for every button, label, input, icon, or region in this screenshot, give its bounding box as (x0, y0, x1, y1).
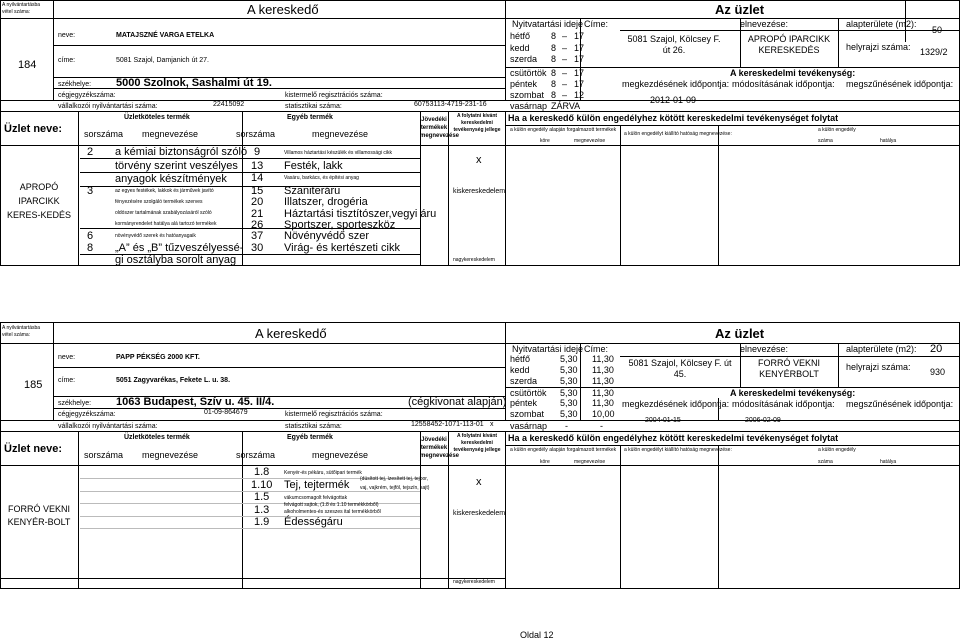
reg-number: 185 (24, 379, 43, 391)
hours-row: szombat (510, 90, 545, 100)
area-label: alapterülete (m2): (846, 19, 917, 29)
shop-name-label: Üzlet neve: (4, 443, 63, 455)
reg-number-label: A nyilvántartásba vétel száma: (2, 325, 41, 338)
list-item: 1.3 (254, 504, 270, 516)
retail-products-header: Üzletköteles termék (124, 434, 190, 441)
start-date: 2012-01-09 (650, 95, 697, 105)
activity-label: A kereskedelmi tevékenység: (730, 68, 856, 78)
stat-no: 60753113-4719-231-16 (414, 101, 487, 108)
activity-retail: kiskereskedelem (453, 188, 506, 195)
licensed-activity-header: Ha a kereskedő külön engedélyhez kötött kereskedelmi tevékenységet folytat (508, 433, 839, 443)
list-item: 1.10 (251, 479, 273, 491)
list-item: 2 (87, 146, 94, 158)
small-trader-label: kistermelő regisztrációs száma: (285, 411, 383, 418)
sole-trader-label: vállalkozói nyilvántartási száma: (58, 103, 158, 110)
list-item: 21 (251, 208, 264, 220)
area-value: 20 (930, 343, 943, 355)
shop-name-label: elnevezése: (740, 19, 789, 29)
shop-header: Az üzlet (715, 2, 765, 17)
hours-row: vasárnap (510, 421, 548, 431)
activity-wholesale: nagykereskedelem (453, 257, 495, 263)
hours-row: hétfő (510, 354, 531, 364)
page-number: Oldal 12 (520, 630, 554, 640)
list-item: Sportszer, sporteszköz (284, 219, 396, 231)
list-item: 6 (87, 230, 94, 242)
hours-row: csütörtök (510, 388, 547, 398)
list-item: vaj, vajkrém, tejföl, tejszín, sajt) (360, 485, 430, 491)
list-item: törvény szerint veszélyes (115, 160, 238, 172)
list-item: 30 (251, 242, 264, 254)
activity-type-header: A folytatni kívánt kereskedelmi tevékenység jellege (453, 113, 501, 133)
list-item: anyagok készítmények (115, 173, 227, 185)
start-date-label: megkezdésének időpontja: (622, 79, 730, 89)
shop-address-label: Címe: (584, 344, 609, 354)
list-item: Kenyér-és pékáru, sütőipari termék (284, 470, 362, 476)
list-item: 1.9 (254, 516, 270, 528)
end-date-label: megszűnésének időpontja: (846, 79, 954, 89)
list-item: 20 (251, 196, 264, 208)
trader-address: 5081 Szajol, Damjanich út 27. (116, 57, 209, 64)
list-item: 9 (254, 146, 261, 158)
activity-label: A kereskedelmi tevékenység: (730, 388, 856, 398)
licensed-activity-header: Ha a kereskedő külön engedélyhez kötött kereskedelmi tevékenységet folytat (508, 113, 839, 123)
list-item: 1.5 (254, 491, 270, 503)
list-item: Szaniteráru (284, 185, 341, 197)
list-item: 26 (251, 219, 264, 231)
seat: 1063 Budapest, Szív u. 45. II/4. (116, 396, 275, 408)
company-reg-no: 01-09-864679 (204, 409, 248, 416)
hours-row: csütörtök (510, 68, 547, 78)
plot-value: 1329/2 (920, 47, 948, 57)
list-item: 8 (87, 242, 94, 254)
other-products-header: Egyéb termék (287, 114, 333, 121)
start-date-label: megkezdésének időpontja: (622, 399, 730, 409)
modify-date-label: módosításának időpontja: (732, 399, 835, 409)
list-item: 1.8 (254, 466, 270, 478)
list-item: felvágott sajtok, (1.8 és 1.10 termékkörből) (284, 502, 379, 508)
hours-row: kedd (510, 43, 530, 53)
trader-header: A kereskedő (247, 2, 319, 17)
list-item: „A” és „B” tűzveszélyessé- (115, 242, 244, 254)
shop-name-label: Üzlet neve: (4, 123, 63, 135)
area-label: alapterülete (m2): (846, 344, 917, 354)
list-item: Édességáru (284, 516, 343, 528)
hours-row: hétfő (510, 31, 531, 41)
shop-header: Az üzlet (715, 326, 765, 341)
list-item: 14 (251, 172, 264, 184)
trader-name-label: neve: (58, 32, 76, 39)
activity-wholesale: nagykereskedelem (453, 579, 495, 585)
excise-mark: x (476, 476, 482, 488)
list-item: Háztartási tisztítószer,vegyi áru (284, 208, 437, 220)
hours-row: szombat (510, 409, 545, 419)
list-item: Virág- és kertészeti cikk (284, 242, 400, 254)
shop-name: FORRÓ VEKNI KENYÉR-BOLT (7, 504, 71, 527)
stat-no: 12558452-1071-113-01 (411, 421, 484, 428)
trader-address-label: címe: (58, 57, 76, 64)
reg-number: 184 (18, 59, 37, 71)
excise-header: Jövedéki termékek megnevezése (420, 437, 460, 459)
retail-products-header: Üzletköteles termék (124, 114, 190, 121)
list-item: 15 (251, 185, 264, 197)
shop-name: APROPÓ IPARCIKK KERES-KEDÉS (6, 182, 72, 220)
hours-row: szerda (510, 376, 538, 386)
shop-address-label: Címe: (584, 19, 609, 29)
list-item: Festék, lakk (284, 160, 343, 172)
company-reg-label: cégjegyzékszáma: (58, 92, 116, 99)
list-item: Növényvédő szer (284, 230, 369, 242)
list-item: Vasáru, barkács, és építési anyag (284, 175, 359, 181)
hours-row: szerda (510, 54, 538, 64)
plot-value: 930 (930, 367, 946, 377)
trader-header: A kereskedő (255, 326, 327, 341)
opening-hours-label: Nyitvatartási ideje (512, 19, 584, 29)
excise-header: Jövedéki termékek megnevezése (420, 117, 460, 139)
plot-label: helyrajzi száma: (846, 42, 911, 52)
hours-row: péntek (510, 79, 538, 89)
reg-number-label: A nyilvántartásba vétel száma: (2, 2, 41, 15)
trader-name: MATAJSZNÉ VARGA ETELKA (116, 32, 215, 39)
sole-trader-label: vállalkozói nyilvántartási száma: (58, 423, 158, 430)
excise-mark: x (476, 154, 482, 166)
list-item: fényezésére szolgáló termékek szerves (115, 199, 203, 205)
shop-title: APROPÓ IPARCIKK KERESKEDÉS (747, 34, 831, 55)
other-products-header: Egyéb termék (287, 434, 333, 441)
list-item: Villamos háztartási készülék és villamossági cikk (284, 150, 393, 156)
hours-row: vasárnap (510, 101, 548, 111)
shop-name-label: elnevezése: (740, 344, 789, 354)
list-item: 37 (251, 230, 264, 242)
sole-trader-no: 22415092 (213, 101, 245, 108)
plot-label: helyrajzi száma: (846, 362, 911, 372)
list-item: Tej, tejtermék (284, 479, 350, 491)
small-trader-label: kistermelő regisztrációs száma: (285, 92, 383, 99)
seat-label: székhelye: (58, 81, 92, 88)
list-item: a kémiai biztonságról szóló (115, 146, 248, 158)
list-item: 13 (251, 160, 264, 172)
activity-retail: kiskereskedelem (453, 510, 506, 517)
hours-row: kedd (510, 365, 530, 375)
list-item: gi osztályba sorolt anyag (115, 254, 237, 266)
area-value: 50 (932, 25, 943, 35)
start-date: 2004-01-15 (645, 417, 681, 424)
company-reg-label: cégjegyzékszáma: (58, 411, 116, 418)
modify-date: 2006-02-09 (745, 417, 781, 424)
modify-date-label: módosításának időpontja: (732, 79, 835, 89)
list-item: oldószer tartalmának szabályozásáról szóló (115, 210, 212, 216)
trader-name: PAPP PÉKSÉG 2000 KFT. (116, 354, 200, 361)
hours-row: péntek (510, 398, 538, 408)
list-item: kormányrendelet hatálya alá tartozó termékek (115, 221, 217, 227)
shop-title: FORRÓ VEKNI KENYÉRBOLT (757, 358, 820, 379)
trader-name-label: neve: (58, 354, 76, 361)
seat: 5000 Szolnok, Sashalmi út 19. (116, 77, 272, 89)
list-item: Illatszer, drogéria (284, 196, 368, 208)
trader-address: 5051 Zagyvarékas, Fekete L. u. 38. (116, 377, 231, 384)
end-date-label: megszűnésének időpontja: (846, 399, 954, 409)
list-item: (dúsított tej, ízesített tej, tejpor, (360, 476, 429, 482)
opening-hours-label: Nyitvatartási ideje (512, 344, 584, 354)
list-item: az egyes festékek, lakkok és járművek javító (115, 188, 214, 194)
seat-note: (cégkivonat alapján) (408, 396, 507, 408)
stat-label: statisztikai száma: (285, 103, 342, 110)
activity-type-header: A folytatni kívánt kereskedelmi tevékenység jellege (453, 433, 501, 453)
list-item: alkoholmentes-és szeszes ital termékkörből (284, 509, 381, 515)
list-item: növényvédő szerek és hatóanyagaik (115, 233, 196, 239)
stat-mark: x (490, 421, 494, 428)
shop-address: 5081 Szajol, Kölcsey F. út 26. (627, 34, 721, 55)
list-item: vákumcsomagolt felvágottak (284, 495, 348, 501)
shop-address: 5081 Szajol, Kölcsey F. út 45. (628, 358, 732, 379)
trader-address-label: címe: (58, 377, 76, 384)
list-item: 3 (87, 185, 94, 197)
seat-label: székhelye: (58, 400, 92, 407)
stat-label: statisztikai száma: (285, 423, 342, 430)
